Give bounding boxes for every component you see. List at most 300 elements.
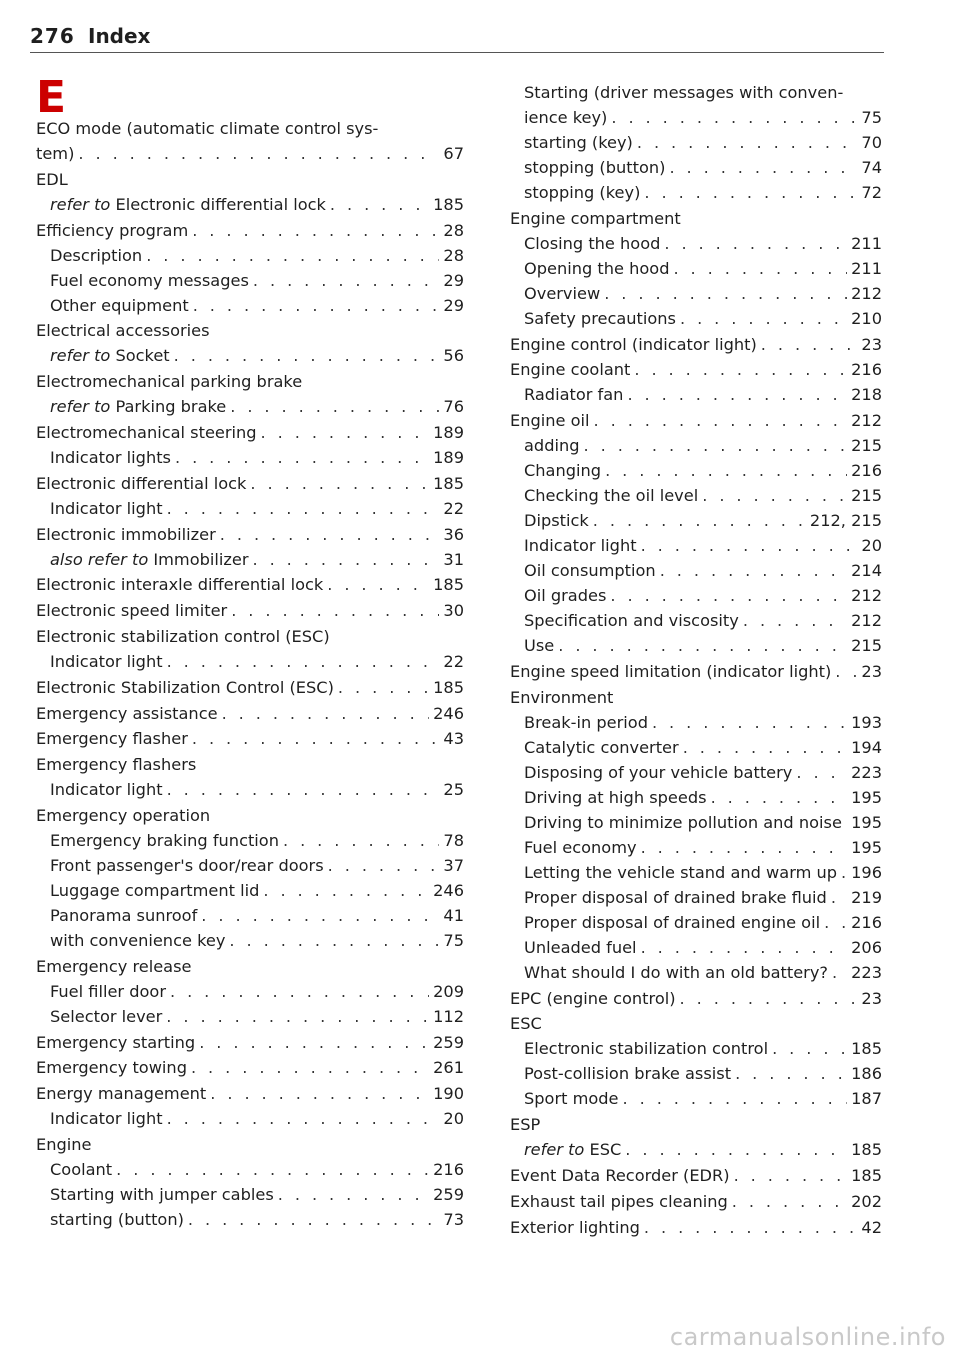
entry-label: Specification and viscosity [524, 611, 739, 631]
index-entry [510, 661, 882, 682]
entry-page-ref: 261 [433, 1058, 464, 1078]
entry-label: Oil grades [524, 586, 607, 606]
entry-page-ref: 215 [851, 486, 882, 506]
index-subentry [36, 345, 464, 366]
entry-label: refer to ESC [524, 1140, 622, 1160]
entry-label: Disposing of your vehicle battery [524, 762, 793, 782]
leader-dots [283, 830, 439, 851]
entry-label: Use [524, 636, 555, 656]
entry-page-ref: 212 [851, 283, 882, 303]
entry-label: Coolant [50, 1159, 113, 1179]
index-subentry [36, 549, 464, 570]
leader-dots [637, 132, 858, 153]
index-subentry [510, 460, 882, 481]
entry-page-ref: 185 [851, 1165, 882, 1185]
leader-dots [796, 762, 847, 783]
leader-dots [338, 677, 429, 698]
leader-dots [116, 1159, 429, 1180]
index-subentry [510, 862, 882, 883]
leader-dots [634, 359, 847, 380]
index-entry [36, 422, 464, 443]
entry-page-ref: 75 [861, 108, 882, 127]
entry-page-ref: 215 [851, 636, 882, 656]
leader-dots [330, 194, 429, 215]
index-subentry [36, 1209, 464, 1230]
entry-label: Engine control (indicator light) [510, 334, 757, 354]
entry-label: also refer to Immobilizer [50, 549, 249, 569]
entry-label: Efficiency program [36, 220, 189, 240]
entry-label: Break-in period [524, 712, 648, 732]
index-subentry [36, 880, 464, 901]
index-entry [510, 1114, 882, 1135]
entry-label: Safety precautions [524, 308, 676, 328]
index-column-left [36, 118, 464, 1230]
index-subentry [510, 258, 882, 279]
entry-label: Engine coolant [510, 360, 631, 380]
leader-dots [743, 610, 847, 631]
index-entry [36, 1057, 464, 1078]
index-entry [510, 359, 882, 380]
entry-label: Checking the oil level [524, 486, 699, 506]
index-entry [36, 118, 464, 139]
entry-label: Energy management [36, 1084, 207, 1104]
leader-dots [594, 410, 848, 431]
entry-page-ref: 259 [433, 1184, 464, 1204]
leader-dots [167, 779, 440, 800]
leader-dots [611, 107, 857, 128]
entry-label: Electrical accessories [36, 321, 210, 341]
leader-dots [167, 1108, 440, 1129]
index-subentry [510, 635, 882, 656]
entry-page-ref: 210 [851, 308, 882, 328]
index-subentry [510, 485, 882, 506]
leader-dots [261, 422, 430, 443]
entry-label: Changing [524, 461, 602, 481]
entry-label: Electronic immobilizer [36, 524, 216, 544]
entry-label: refer to Parking brake [50, 397, 227, 417]
entry-page-ref: 37 [443, 855, 464, 875]
entry-label: Sport mode [524, 1089, 619, 1109]
index-subentry [510, 787, 882, 808]
entry-page-ref: 211 [851, 258, 882, 278]
index-entry [510, 988, 882, 1009]
entry-label: Emergency assistance [36, 703, 218, 723]
entry-page-ref: 25 [443, 780, 464, 800]
leader-dots [832, 962, 847, 983]
entry-label: stopping (key) [524, 183, 641, 202]
index-subentry [36, 1006, 464, 1027]
entry-page-ref: 185 [433, 194, 464, 214]
index-entry [36, 754, 464, 775]
entry-label: starting (button) [50, 1209, 184, 1229]
page-number: 276 [30, 24, 75, 48]
leader-dots [192, 728, 440, 749]
index-entry [36, 1134, 464, 1155]
leader-dots [146, 245, 439, 266]
entry-page-ref: 56 [443, 346, 464, 366]
leader-dots [230, 396, 439, 417]
entry-label: ECO mode (automatic climate control sys- [36, 119, 379, 138]
entry-page-ref: 20 [861, 536, 882, 556]
index-entry [510, 687, 882, 708]
entry-label: ience key) [524, 108, 608, 127]
entry-label: Selector lever [50, 1006, 163, 1026]
index-subentry [36, 245, 464, 266]
entry-page-ref: 202 [851, 1191, 882, 1211]
leader-dots [593, 510, 806, 531]
index-subentry [36, 396, 464, 417]
entry-page-ref: 195 [851, 812, 882, 832]
entry-page-ref: 216 [851, 461, 882, 481]
leader-dots [188, 1209, 439, 1230]
index-entry [510, 334, 882, 355]
index-entry [36, 473, 464, 494]
index-subentry [36, 779, 464, 800]
index-entry [36, 371, 464, 392]
index-subentry [36, 1159, 464, 1180]
leader-dots [191, 1057, 429, 1078]
leader-dots [644, 182, 857, 203]
index-subentry [510, 937, 882, 958]
entry-label: What should I do with an old battery? [524, 962, 829, 982]
entry-page-ref: 259 [433, 1032, 464, 1052]
index-subentry [510, 1139, 882, 1160]
entry-page-ref: 31 [443, 549, 464, 569]
entry-label: Driving to minimize pollution and noise [524, 812, 842, 832]
leader-dots [192, 220, 439, 241]
entry-label: Electromechanical parking brake [36, 372, 303, 392]
leader-dots [660, 560, 847, 581]
entry-page-ref: 185 [433, 473, 464, 493]
entry-page-ref: 219 [851, 887, 882, 907]
entry-label: Emergency towing [36, 1058, 187, 1078]
entry-label: Other equipment [50, 295, 189, 315]
entry-label: Front passenger's door/rear doors [50, 855, 324, 875]
leader-dots [610, 585, 847, 606]
index-subentry [510, 837, 882, 858]
entry-page-ref: 212 [851, 411, 882, 431]
leader-dots [229, 930, 439, 951]
leader-dots [641, 837, 848, 858]
entry-label: Starting with jumper cables [50, 1184, 274, 1204]
entry-label: Fuel economy messages [50, 270, 249, 290]
index-subentry [510, 308, 882, 329]
index-subentry [510, 560, 882, 581]
entry-label: Indicator light [524, 536, 637, 556]
entry-label: refer to Electronic differential lock [50, 194, 326, 214]
leader-dots [641, 937, 848, 958]
entry-page-ref: 42 [861, 1217, 882, 1237]
index-entry [36, 728, 464, 749]
entry-label: Indicator light [50, 651, 163, 671]
page-title: Index [88, 24, 151, 48]
entry-label: Radiator fan [524, 385, 624, 405]
index-subentry [510, 912, 882, 933]
index-subentry [510, 535, 882, 556]
leader-dots [170, 981, 429, 1002]
section-letter: E [36, 72, 67, 123]
entry-page-ref: 216 [433, 1159, 464, 1179]
index-subentry [36, 651, 464, 672]
entry-page-ref: 74 [861, 158, 882, 177]
entry-label: Electronic Stabilization Control (ESC) [36, 677, 334, 697]
index-subentry [510, 107, 882, 128]
entry-label: Indicator light [50, 1109, 163, 1129]
index-subentry [510, 132, 882, 153]
index-entry [36, 220, 464, 241]
entry-page-ref: 23 [861, 334, 882, 354]
leader-dots [328, 855, 440, 876]
leader-dots [222, 703, 430, 724]
index-subentry [36, 498, 464, 519]
entry-page-ref: 73 [443, 1209, 464, 1229]
entry-label: Catalytic converter [524, 737, 679, 757]
entry-label: Engine oil [510, 411, 590, 431]
index-subentry [510, 283, 882, 304]
entry-page-ref: 195 [851, 787, 882, 807]
leader-dots [175, 447, 429, 468]
leader-dots [253, 270, 440, 291]
entry-label: Emergency starting [36, 1032, 196, 1052]
entry-page-ref: 189 [433, 447, 464, 467]
index-subentry [510, 737, 882, 758]
leader-dots [193, 295, 440, 316]
index-subentry [36, 194, 464, 215]
entry-page-ref: 20 [443, 1109, 464, 1129]
entry-label: Exterior lighting [510, 1217, 640, 1237]
leader-dots [772, 1038, 847, 1059]
entry-label: Indicator light [50, 498, 163, 518]
entry-page-ref: 70 [861, 133, 882, 152]
leader-dots [250, 473, 429, 494]
entry-label: Opening the hood [524, 258, 670, 278]
leader-dots [604, 283, 847, 304]
index-entry [36, 805, 464, 826]
entry-label: Letting the vehicle stand and warm up [524, 862, 838, 882]
leader-dots [263, 880, 429, 901]
entry-page-ref: 215 [851, 436, 882, 456]
index-entry [36, 320, 464, 341]
entry-label: Electronic stabilization control (ESC) [36, 626, 330, 646]
entry-page-ref: 75 [443, 930, 464, 950]
entry-page-ref: 185 [851, 1140, 882, 1160]
leader-dots [841, 862, 847, 883]
entry-page-ref: 28 [443, 245, 464, 265]
entry-page-ref: 76 [443, 397, 464, 417]
leader-dots [278, 1184, 429, 1205]
entry-label: stopping (button) [524, 158, 666, 177]
entry-page-ref: 223 [851, 762, 882, 782]
entry-label: Electronic stabilization control [524, 1039, 769, 1059]
entry-label: Overview [524, 283, 601, 303]
index-entry [510, 1217, 882, 1238]
index-entry [36, 600, 464, 621]
entry-label: Emergency braking function [50, 830, 279, 850]
entry-label: Oil consumption [524, 561, 656, 581]
entry-label: Event Data Recorder (EDR) [510, 1165, 730, 1185]
entry-label: ESP [510, 1115, 541, 1135]
entry-label: Closing the hood [524, 233, 661, 253]
leader-dots [761, 334, 858, 355]
entry-page-ref: 216 [851, 360, 882, 380]
entry-page-ref: 246 [433, 880, 464, 900]
entry-label: Electronic speed limiter [36, 601, 228, 621]
entry-page-ref: 196 [851, 862, 882, 882]
entry-page-ref: 36 [443, 524, 464, 544]
entry-page-ref: 30 [443, 601, 464, 621]
index-subentry [510, 510, 882, 531]
entry-page-ref: 218 [851, 385, 882, 405]
index-entry [36, 143, 464, 164]
entry-page-ref: 195 [851, 837, 882, 857]
index-subentry [36, 295, 464, 316]
entry-label: Exhaust tail pipes cleaning [510, 1191, 728, 1211]
entry-label: Description [50, 245, 143, 265]
index-subentry [36, 981, 464, 1002]
entry-page-ref: 189 [433, 422, 464, 442]
leader-dots [711, 787, 848, 808]
index-entry [36, 169, 464, 190]
index-entry [36, 677, 464, 698]
leader-dots [641, 535, 858, 556]
entry-label: Fuel filler door [50, 981, 166, 1001]
leader-dots [627, 384, 847, 405]
entry-label: Emergency operation [36, 805, 211, 825]
index-subentry [510, 157, 882, 178]
index-subentry [510, 1038, 882, 1059]
leader-dots [835, 661, 857, 682]
leader-dots [625, 1139, 847, 1160]
entry-page-ref: 206 [851, 937, 882, 957]
entry-page-ref: 78 [443, 830, 464, 850]
entry-page-ref: 185 [433, 677, 464, 697]
index-entry [36, 1032, 464, 1053]
entry-page-ref: 112 [433, 1006, 464, 1026]
leader-dots [201, 905, 439, 926]
entry-page-ref: 29 [443, 295, 464, 315]
entry-page-ref: 216 [851, 912, 882, 932]
index-subentry [36, 930, 464, 951]
entry-label: Proper disposal of drained engine oil [524, 912, 821, 932]
entry-page-ref: 185 [433, 575, 464, 595]
index-subentry [510, 762, 882, 783]
entry-page-ref: 22 [443, 651, 464, 671]
entry-page-ref: 193 [851, 712, 882, 732]
index-subentry [510, 82, 882, 103]
index-subentry [36, 447, 464, 468]
leader-dots [558, 635, 847, 656]
entry-page-ref: 185 [851, 1039, 882, 1059]
index-subentry [36, 905, 464, 926]
entry-page-ref: 43 [443, 729, 464, 749]
entry-page-ref: 212 [851, 611, 882, 631]
entry-page-ref: 246 [433, 703, 464, 723]
index-subentry [36, 855, 464, 876]
entry-page-ref: 67 [443, 144, 464, 163]
entry-page-ref: 187 [851, 1089, 882, 1109]
leader-dots [735, 1063, 847, 1084]
entry-label: starting (key) [524, 133, 633, 152]
leader-dots [664, 233, 847, 254]
leader-dots [78, 143, 439, 164]
index-entry [510, 1165, 882, 1186]
entry-label: ESC [510, 1014, 542, 1034]
index-entry [36, 626, 464, 647]
page-header [30, 18, 884, 53]
entry-label: EDL [36, 169, 68, 189]
leader-dots [680, 308, 847, 329]
leader-dots [644, 1217, 858, 1238]
leader-dots [327, 574, 429, 595]
entry-label: Engine [36, 1134, 92, 1154]
entry-label: Electronic differential lock [36, 473, 247, 493]
entry-page-ref: 211 [851, 233, 882, 253]
entry-label: Emergency flasher [36, 729, 188, 749]
leader-dots [623, 1088, 848, 1109]
entry-label: Electronic interaxle differential lock [36, 575, 324, 595]
entry-page-ref: 72 [861, 183, 882, 202]
leader-dots [680, 988, 858, 1009]
index-subentry [510, 712, 882, 733]
entry-page-ref: 22 [443, 498, 464, 518]
index-entry [36, 703, 464, 724]
entry-page-ref: 212 [851, 586, 882, 606]
index-subentry [510, 1088, 882, 1109]
index-subentry [510, 585, 882, 606]
entry-page-ref: 223 [851, 962, 882, 982]
entry-label: Driving at high speeds [524, 787, 707, 807]
index-subentry [510, 610, 882, 631]
index-entry [36, 524, 464, 545]
entry-label: with convenience key [50, 930, 226, 950]
entry-label: Environment [510, 687, 614, 707]
entry-label: Luggage compartment lid [50, 880, 260, 900]
entry-page-ref: 29 [443, 270, 464, 290]
index-subentry [510, 962, 882, 983]
entry-label: EPC (engine control) [510, 988, 676, 1008]
leader-dots [167, 498, 440, 519]
leader-dots [702, 485, 847, 506]
entry-page-ref: 194 [851, 737, 882, 757]
entry-label: Starting (driver messages with conven- [524, 83, 844, 102]
leader-dots [831, 887, 847, 908]
entry-label: Electromechanical steering [36, 422, 257, 442]
leader-dots [199, 1032, 429, 1053]
index-entry [510, 1013, 882, 1034]
index-entry [510, 208, 882, 229]
leader-dots [669, 157, 857, 178]
leader-dots [652, 712, 847, 733]
leader-dots [605, 460, 847, 481]
index-column-right [510, 78, 882, 1238]
watermark: carmanualsonline.info [669, 1323, 946, 1351]
index-subentry [510, 384, 882, 405]
entry-label: Fuel economy [524, 837, 637, 857]
index-entry [510, 410, 882, 431]
index-subentry [36, 1184, 464, 1205]
entry-page-ref: 23 [861, 988, 882, 1008]
entry-label: refer to Socket [50, 346, 170, 366]
index-subentry [510, 812, 882, 833]
index-entry [36, 956, 464, 977]
leader-dots [220, 524, 440, 545]
entry-page-ref: 190 [433, 1084, 464, 1104]
entry-page-ref: 212, 215 [809, 511, 882, 531]
entry-page-ref: 214 [851, 561, 882, 581]
entry-label: Engine speed limitation (indicator light) [510, 661, 832, 681]
leader-dots [166, 1006, 429, 1027]
leader-dots [732, 1191, 847, 1212]
